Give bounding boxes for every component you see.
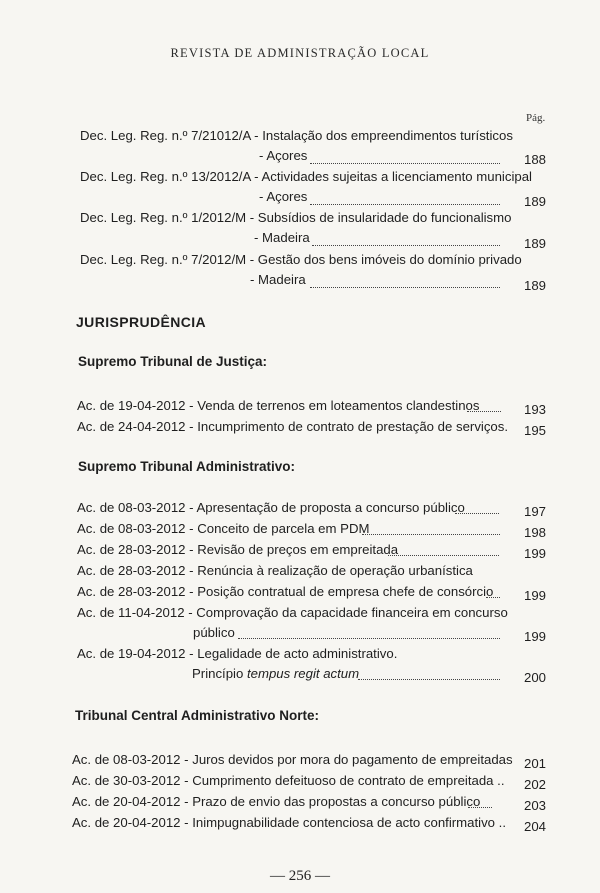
ruling-entry: Ac. de 24-04-2012 - Incumprimento de contrato de prestação de serviços. — [77, 419, 509, 434]
toc-entry-title: Dec. Leg. Reg. n.º 1/2012/M - Subsídios de insularidade do funcionalismo — [80, 210, 512, 225]
ruling-entry: Ac. de 19-04-2012 - Legalidade de acto administrativo. — [77, 646, 398, 661]
running-header: REVISTA DE ADMINISTRAÇÃO LOCAL — [170, 46, 430, 60]
ruling-entry: Ac. de 30-03-2012 - Cumprimento defeituoso de contrato de empreitada .. — [72, 773, 505, 788]
court-heading: Tribunal Central Administrativo Norte: — [75, 708, 320, 723]
toc-page-number: 202 — [523, 777, 546, 792]
ruling-entry: Ac. de 28-03-2012 - Revisão de preços em empreitada — [77, 542, 399, 557]
dot-leader — [362, 534, 500, 535]
court-heading: Supremo Tribunal Administrativo: — [78, 459, 296, 474]
toc-page-number: 200 — [523, 670, 546, 685]
toc-entry-title: Dec. Leg. Reg. n.º 7/21012/A - Instalação dos empreendimentos turísticos — [80, 128, 513, 143]
dot-leader — [310, 287, 500, 288]
ruling-entry-continuation — [192, 666, 359, 681]
toc-entry-continuation: - Açores — [259, 189, 308, 204]
toc-page-number: 204 — [523, 819, 546, 834]
ruling-entry-continuation: público — [193, 625, 235, 640]
dot-leader — [467, 411, 501, 412]
toc-page-number: 203 — [523, 798, 546, 813]
toc-entry-title: Dec. Leg. Reg. n.º 7/2012/M - Gestão dos bens imóveis do domínio privado — [80, 252, 522, 267]
toc-entry-continuation: - Açores — [259, 148, 308, 163]
toc-page-number: 189 — [523, 278, 546, 293]
toc-page-number: 199 — [523, 629, 546, 644]
toc-entry-continuation: - Madeira — [254, 230, 310, 245]
continuation-prefix: Princípio — [192, 666, 247, 681]
ruling-entry: Ac. de 19-04-2012 - Venda de terrenos em loteamentos clandestinos — [77, 398, 480, 413]
ruling-entry: Ac. de 08-03-2012 - Apresentação de proposta a concurso público — [77, 500, 465, 515]
page-column-label: Pág. — [526, 112, 546, 124]
latin-phrase: tempus regit actum — [246, 666, 360, 681]
dot-leader — [312, 245, 500, 246]
toc-page-number: 189 — [523, 236, 546, 251]
ruling-entry: Ac. de 28-03-2012 - Renúncia à realização de operação urbanística — [77, 563, 473, 578]
section-title: JURISPRUDÊNCIA — [76, 314, 207, 330]
dot-leader — [310, 163, 500, 164]
toc-page-number: 188 — [523, 152, 546, 167]
dot-leader — [468, 807, 492, 808]
ruling-entry: Ac. de 08-03-2012 - Juros devidos por mora do pagamento de empreitadas — [72, 752, 513, 767]
dot-leader — [358, 679, 500, 680]
dot-leader — [455, 513, 499, 514]
dot-leader — [486, 597, 500, 598]
toc-entry-continuation: - Madeira — [250, 272, 306, 287]
dot-leader — [310, 204, 500, 205]
ruling-entry: Ac. de 20-04-2012 - Prazo de envio das propostas a concurso público — [72, 794, 481, 809]
ruling-entry: Ac. de 20-04-2012 - Inimpugnabilidade contenciosa de acto confirmativo .. — [72, 815, 506, 830]
toc-page-number: 197 — [523, 504, 546, 519]
ruling-entry: Ac. de 11-04-2012 - Comprovação da capacidade financeira em concurso — [77, 605, 508, 620]
dot-leader — [238, 638, 500, 639]
toc-page-number: 195 — [523, 423, 546, 438]
toc-page-number: 193 — [523, 402, 546, 417]
ruling-entry: Ac. de 28-03-2012 - Posição contratual de empresa chefe de consórcio — [77, 584, 494, 599]
court-heading: Supremo Tribunal de Justiça: — [78, 354, 268, 369]
ruling-entry: Ac. de 08-03-2012 - Conceito de parcela em PDM — [77, 521, 370, 536]
toc-page-number: 198 — [523, 525, 546, 540]
toc-entry-title: Dec. Leg. Reg. n.º 13/2012/A - Actividades sujeitas a licenciamento municipal — [80, 169, 532, 184]
toc-page-number: 189 — [523, 194, 546, 209]
toc-page-number: 199 — [523, 546, 546, 561]
toc-page-number: 199 — [523, 588, 546, 603]
page-number: — 256 — — [270, 868, 330, 884]
dot-leader — [388, 555, 499, 556]
toc-page-number: 201 — [523, 756, 546, 771]
